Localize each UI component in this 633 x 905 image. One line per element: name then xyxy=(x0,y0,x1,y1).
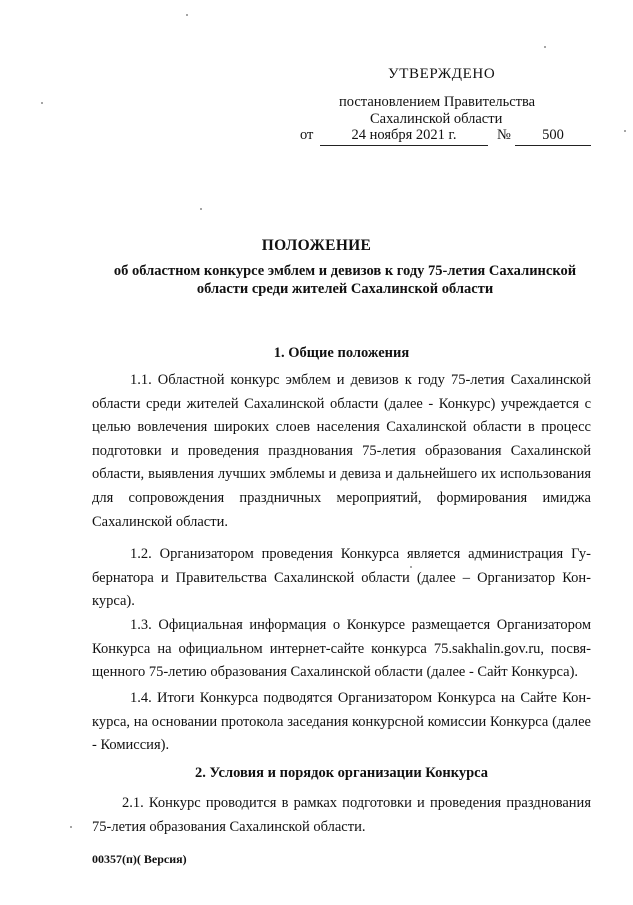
approval-number: 500 xyxy=(515,127,591,146)
approval-title: УТВЕРЖДЕНО xyxy=(388,66,496,82)
from-label: от xyxy=(300,127,314,143)
section-2-heading: 2. Условия и порядок организации Конкурса xyxy=(194,765,489,781)
section-1-heading: 1. Общие положения xyxy=(273,345,410,361)
scan-speck xyxy=(200,208,202,210)
number-sign: № xyxy=(497,127,511,143)
paragraph-1-3: 1.3. Официальная информация о Конкурсе размещается Организатором Конкурса на официальном интернет-сайте конкурса 75.sakhalin.gov.ru, посвященного 75-летию образования Сахалинской области (далее - Сайт Конкурса). xyxy=(92,617,591,681)
approval-date: 24 ноября 2021 г. xyxy=(320,127,488,146)
scan-speck xyxy=(41,102,43,104)
approval-line-resolution: постановлением Правительства xyxy=(339,94,536,110)
scan-speck xyxy=(624,130,626,132)
paragraph-1-2: 1.2. Организатором проведения Конкурса является администрация Губернатора и Правительства Сахалинской области (далее – Организатор Конкурса). xyxy=(92,546,591,610)
scan-speck xyxy=(186,14,188,16)
paragraph-1-1: 1.1. Областной конкурс эмблем и девизов к году 75-летия Сахалинской области среди жителей Сахалинской области (далее - Конкурс) учреждается с целью вовлечения широких слоев населения Сахалинской области в процесс подготовки и проведения празднования 75-летия образования Сахалинской области, выявления лучших эмблемы и девиза и дальнейшего их использования для сопровождения праздничных мероприятий, формирования имиджа Сахалинской области. xyxy=(92,372,591,530)
document-subtitle: об областном конкурсе эмблем и девизов к году 75-летия Сахалинской области среди жителей Сахалинской области xyxy=(113,263,577,297)
approval-date-number-line xyxy=(300,127,600,147)
document-title: ПОЛОЖЕНИЕ xyxy=(261,237,372,254)
scan-speck xyxy=(544,46,546,48)
paragraph-1-4: 1.4. Итоги Конкурса подводятся Организатором Конкурса на Сайте Конкурса, на основании протокола заседания конкурсной комиссии Конкурса (далее - Комиссия). xyxy=(92,690,591,754)
approval-line-region: Сахалинской области xyxy=(370,111,503,127)
footer-document-code: 00357(п)( Версия) xyxy=(92,852,187,866)
scan-speck xyxy=(410,566,412,568)
scan-speck xyxy=(70,826,72,828)
paragraph-2-1: 2.1. Конкурс проводится в рамках подготовки и проведения празднования 75-летия образования Сахалинской области. xyxy=(92,795,591,835)
